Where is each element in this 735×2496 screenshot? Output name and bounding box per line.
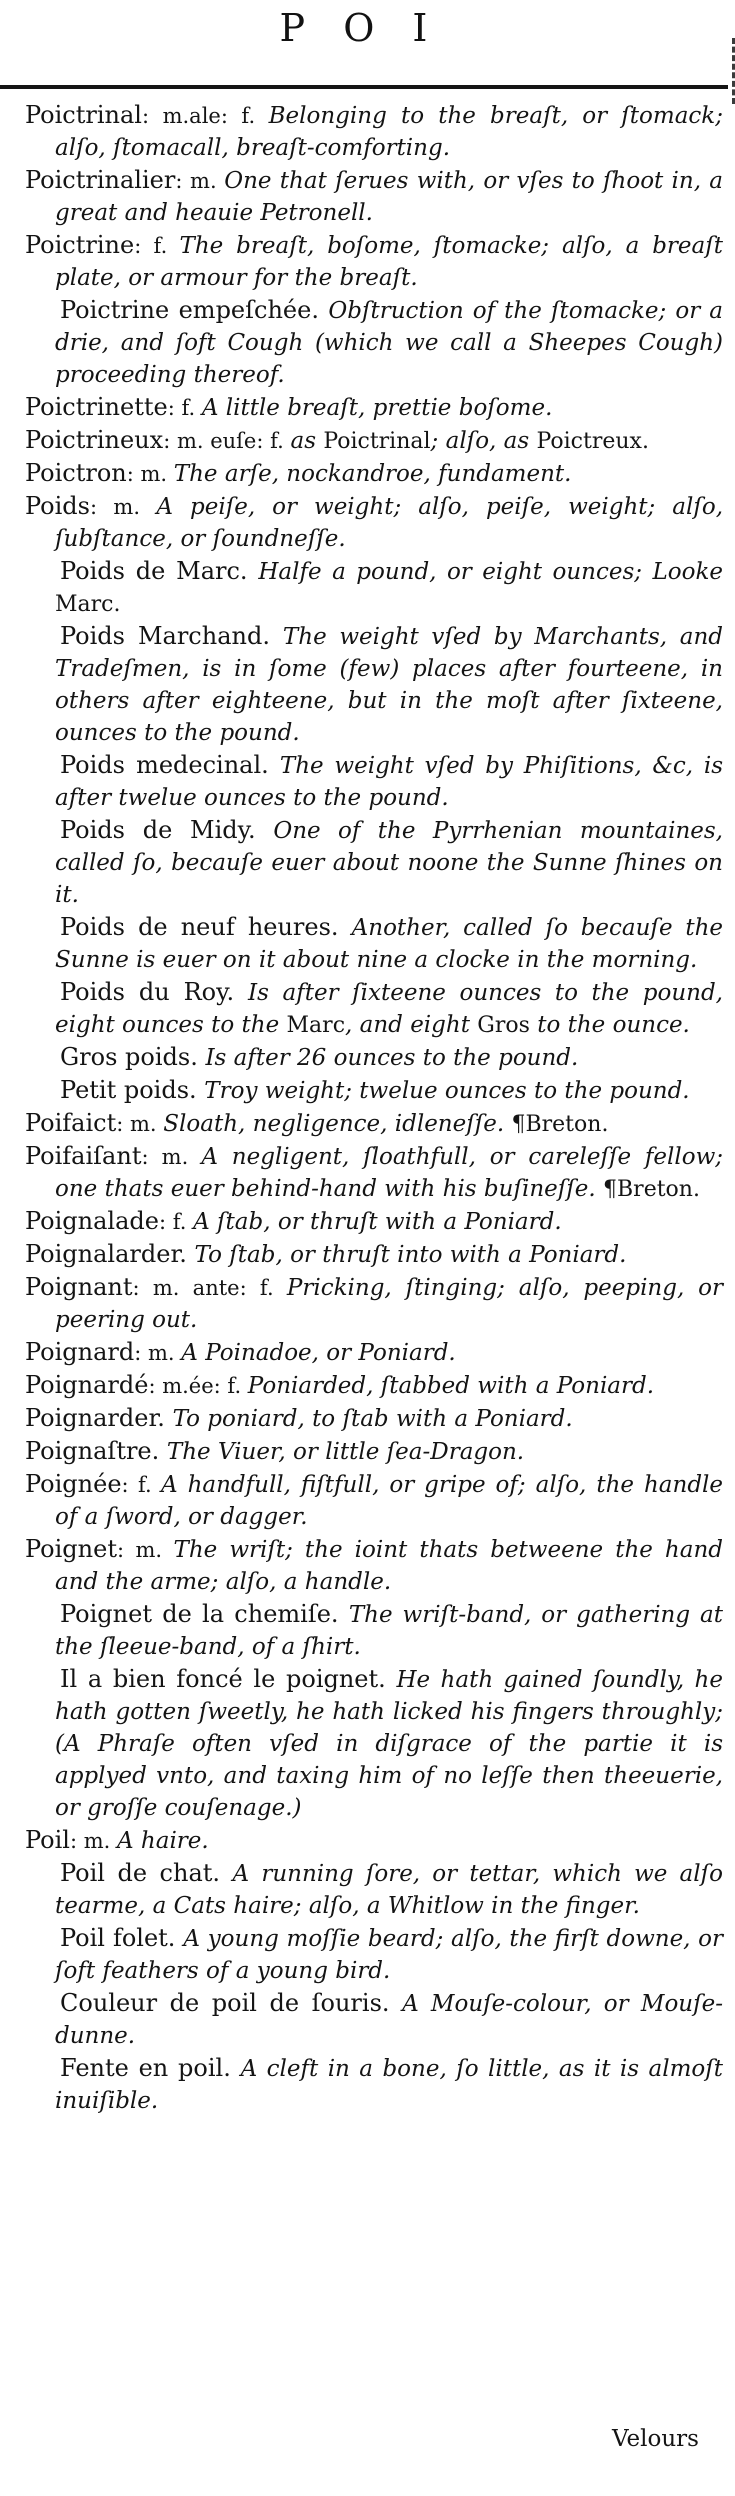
entry-headword: Il a bien foncé le poignet. [60,1665,397,1693]
entry-definition: Halfe a pound, or eight ounces; Looke [258,559,723,585]
entry-gender-tag: : m. [134,1341,182,1365]
dictionary-entry [25,912,723,977]
catchword: Velours [612,2426,699,2452]
dictionary-entry [25,458,723,491]
entry-headword: Poictrineux [25,426,164,454]
entry-crossref: ¶Breton. [603,1177,700,1202]
dictionary-entry [25,621,723,750]
entry-definition: Belonging to the breaſt, or ſtomack; alſo, ſtomacall, breaſt-comforting. [55,103,723,161]
dictionary-entry [25,1108,723,1141]
entry-headword: Poids medecinal. [60,751,280,779]
entries [25,100,723,2118]
dictionary-entry [25,1599,723,1664]
dictionary-entry [25,100,723,165]
entry-crossref: Marc. [55,592,121,617]
entry-headword: Poictrine empeſchée. [60,296,329,324]
dictionary-entry [25,1469,723,1534]
entry-headword: Poids [25,492,90,520]
dictionary-entry [25,1075,723,1108]
dictionary-entry [25,1534,723,1599]
entry-headword: Poignet [25,1535,117,1563]
entry-gender-tag: : m.ée: f. [148,1374,248,1398]
entry-headword: Poids Marchand. [60,622,283,650]
entry-headword: Poil folet. [60,1924,184,1952]
entry-definition: A Poinadoe, or Poniard. [181,1340,456,1366]
entry-crossref: Marc [286,1013,346,1038]
entry-definition: The breaſt, boſome, ſtomacke; alſo, a breaſt plate, or armour for the breaſt. [55,233,724,291]
entry-gender-tag: : m. euſe: f. [163,429,291,453]
dictionary-entry [25,1923,723,1988]
entry-definition: Sloath, negligence, idleneſſe. [163,1111,512,1137]
entry-definition: ; alſo, as [430,428,537,454]
dictionary-entry [25,1825,723,1858]
entry-gender-tag: : f. [121,1473,161,1497]
entry-gender-tag: : m. [89,495,157,519]
entry-definition: Obſtruction of the ſtomacke; or a drie, and ſoft Cough (which we call a Sheepes Cough) proceeding thereof. [55,298,723,388]
entry-gender-tag: : m. [126,462,174,486]
entry-headword: Poignalade [25,1207,159,1235]
entry-gender-tag: : m. [116,1538,174,1562]
entry-definition: Another, called ſo becauſe the Sunne is euer on it about nine a clocke in the morning. [55,915,723,973]
entry-gender-tag: : f. [134,234,180,258]
dictionary-entry [25,1141,723,1206]
entry-definition: A handfull, fiſtfull, or gripe of; alſo, the handle of a ſword, or dagger. [55,1472,724,1530]
entry-gender-tag: : m. [175,169,225,193]
entry-definition: A cleft in a bone, ſo little, as it is almoſt inuiſible. [55,2056,724,2114]
entry-crossref: ¶Breton. [511,1112,609,1137]
dictionary-entry [25,230,723,295]
entry-definition: The wriſt; the ioint thats betweene the hand and the arme; alſo, a handle. [55,1537,723,1595]
entry-crossref: Poictreux. [536,429,649,454]
entry-gender-tag: : m. [141,1145,202,1169]
dictionary-entry [25,1239,723,1272]
entry-headword: Poids du Roy. [60,978,249,1006]
entry-gender-tag: : m. ante: f. [132,1276,287,1300]
dictionary-entry [25,977,723,1042]
entry-headword: Poids de neuf heures. [60,913,352,941]
entry-definition: One of the Pyrrhenian mountaines, called ſo, becauſe euer about noone the Sunne ſhines on it. [55,818,723,908]
entry-definition: A young moſſie beard; alſo, the firſt downe, or ſoft feathers of a young bird. [55,1926,723,1984]
entry-headword: Poictrinalier [25,166,176,194]
entry-definition: A Mouſe-colour, or Mouſe-dunne. [55,1991,723,2049]
entry-headword: Poil [25,1826,70,1854]
entry-definition: A little breaſt, prettie boſome. [201,395,553,421]
entry-headword: Petit poids. [60,1076,205,1104]
entry-crossref: Poictrinal [323,429,431,454]
entry-headword: Poignée [25,1470,122,1498]
entry-definition: Pricking, ſtinging; alſo, peeping, or peering out. [55,1275,723,1333]
entry-headword: Poignant [25,1273,133,1301]
entry-definition: He hath gained ſoundly, he hath gotten ſweetly, he hath licked his fingers throughly; (A Phraſe often vſed in diſgrace of the partie it is applyed vnto, and taxing him of no leſſe then theeuerie, or groſſe couſenage.) [55,1667,723,1821]
entry-headword: Poignarder. [25,1404,173,1432]
dictionary-entry [25,1858,723,1923]
entry-definition: The wriſt-band, or gathering at the ſleeue-band, of a ſhirt. [55,1602,723,1660]
entry-headword: Poignalarder. [25,1240,195,1268]
entry-headword: Poignet de la chemiſe. [60,1600,349,1628]
dictionary-entry [25,2053,723,2118]
dictionary-entry [25,1042,723,1075]
dictionary-entry [25,1206,723,1239]
entry-headword: Couleur de poil de ſouris. [60,1989,403,2017]
entry-headword: Poids de Marc. [60,557,259,585]
dictionary-entry [25,392,723,425]
entry-headword: Poifaict [25,1109,117,1137]
entry-headword: Poignaſtre. [25,1437,167,1465]
entry-crossref: Gros [477,1013,530,1038]
entry-definition: A negligent, ſloathfull, or careleſſe fellow; one thats euer behind-hand with his buſineſſe. [55,1144,724,1202]
dictionary-entry [25,295,723,392]
entry-definition: Troy weight; twelue ounces to the pound. [204,1078,690,1104]
entry-definition: A peiſe, or weight; alſo, peiſe, weight; alſo, ſubſtance, or ſoundneſſe. [55,494,724,552]
entry-definition: Poniarded, ſtabbed with a Poniard. [247,1373,655,1399]
dictionary-entry [25,750,723,815]
entry-headword: Poignardé [25,1371,149,1399]
header-rule [0,85,728,89]
entry-headword: Poictrinal [25,101,142,129]
entry-definition: The arſe, nockandroe, fundament. [173,461,572,487]
running-head: P O I [279,6,441,50]
entry-gender-tag: : m. [116,1112,164,1136]
entry-definition: The Viuer, or little ſea-Dragon. [166,1439,525,1465]
entry-gender-tag: : m. [69,1829,117,1853]
entry-definition: The weight vſed by Phiſitions, &c, is after twelue ounces to the pound. [55,753,724,811]
dictionary-entry [25,1988,723,2053]
entry-definition: to the ounce. [529,1012,690,1038]
entry-headword: Gros poids. [60,1043,206,1071]
entry-definition: The weight vſed by Marchants, and Tradeſmen, is in ſome (few) places after fourteene, in others after eighteene, but in the moſt after ſixteene, ounces to the pound. [55,624,723,746]
entry-headword: Poifaiſant [25,1142,142,1170]
entry-definition: , and eight [345,1012,478,1038]
entry-gender-tag: : f. [158,1210,194,1234]
entry-headword: Fente en poil. [60,2054,241,2082]
dictionary-entry [25,491,723,556]
dictionary-entry [25,1664,723,1825]
entry-definition: To ſtab, or thruſt into with a Poniard. [194,1242,627,1268]
entry-headword: Poil de chat. [60,1859,233,1887]
entry-gender-tag: : f. [167,396,202,420]
entry-definition: One that ſerues with, or vſes to ſhoot in, a great and heauie Petronell. [55,168,724,226]
dictionary-entry [25,815,723,912]
entry-definition: Is after 26 ounces to the pound. [205,1045,579,1071]
entry-headword: Poictrine [25,231,135,259]
entry-definition: To poniard, to ſtab with a Poniard. [172,1406,573,1432]
dictionary-entry [25,1337,723,1370]
dictionary-entry [25,165,723,230]
entry-gender-tag: : m.ale: f. [141,104,269,128]
entry-definition: A ſtab, or thruſt with a Poniard. [193,1209,562,1235]
dictionary-entry [25,1370,723,1403]
entry-definition: Is after ſixteene ounces to the pound, eight ounces to the [55,980,723,1038]
dictionary-entry [25,1436,723,1469]
entry-headword: Poids de Midy. [60,816,274,844]
dictionary-entry [25,425,723,458]
entry-headword: Poictrinette [25,393,168,421]
entry-headword: Poignard [25,1338,135,1366]
entry-definition: as [290,428,324,454]
dictionary-entry [25,1403,723,1436]
dictionary-entry [25,556,723,621]
entry-headword: Poictron [25,459,127,487]
entry-definition: A haire. [117,1828,209,1854]
dictionary-entry [25,1272,723,1337]
entry-definition: A running ſore, or tettar, which we alſo tearme, a Cats haire; alſo, a Whitlow in the finger. [55,1861,723,1919]
